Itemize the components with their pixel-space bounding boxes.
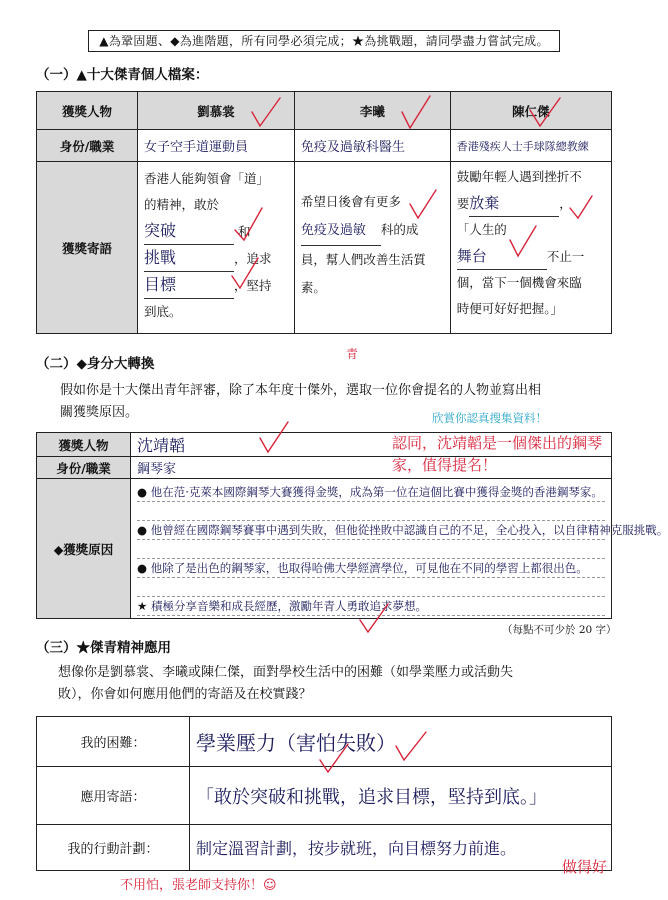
answer-blank[interactable]: 目標 bbox=[144, 272, 234, 299]
nominee-name[interactable]: 沈靖韜 bbox=[131, 433, 612, 457]
action-plan-label: 我的行動計劃： bbox=[37, 825, 190, 871]
role-3: 香港殘疾人士手球隊總教練 bbox=[450, 130, 611, 162]
reason-3[interactable]: ● 他除了是出色的鋼琴家，也取得哈佛大學經濟學位，可見他在不同的學習上都很出色。 bbox=[137, 559, 605, 578]
teacher-comment-3: 不用怕，張老師支持你！☺ bbox=[120, 878, 277, 893]
reason-1[interactable]: ● 他在范‧克萊本國際鋼琴大賽獲得金獎，成為第一位在這個比賽中獲得金獎的香港鋼琴家。 bbox=[137, 483, 605, 502]
praise-stamp: 欣賞你認真搜集資料！ bbox=[432, 411, 547, 425]
length-note: （每點不可少於 20 字） bbox=[502, 624, 617, 636]
header-label: 獲獎人物 bbox=[37, 92, 138, 130]
action-plan-value[interactable]: 制定溫習計劃，按步就班，向目標努力前進。 bbox=[190, 825, 612, 871]
role-label-2: 身份/職業 bbox=[37, 457, 131, 479]
difficulty-label: 我的困難： bbox=[37, 717, 190, 767]
section3-intro: 想像你是劉慕裳、李曦或陳仁傑，面對學校生活中的困難（如學業壓力或活動失 敗），你會如何應用他們的寄語及在校實踐？ bbox=[58, 665, 514, 702]
instructions-notice: ▲為鞏固題、◆為進階題，所有同學必須完成；★為挑戰題，請同學盡力嘗試完成。 bbox=[88, 30, 560, 52]
nominee-role[interactable]: 鋼琴家 bbox=[131, 457, 612, 479]
person-2: 李曦 bbox=[294, 92, 450, 130]
reason-4[interactable]: ★ 積極分享音樂和成長經歷，激勵年青人勇敢追求夢想。 bbox=[137, 597, 605, 616]
section2-title: （二）◆身分大轉換 bbox=[36, 356, 155, 372]
quote-3: 鼓勵年輕人遇到挫折不 要放棄 ， 「人生的 舞台 不止一 個，當下一個機會來臨 時便可好好把握。」 bbox=[450, 162, 611, 334]
role-1: 女子空手道運動員 bbox=[137, 130, 294, 162]
answer-blank[interactable]: 挑戰 bbox=[144, 245, 234, 272]
section2-intro: 假如你是十大傑出青年評審，除了本年度十傑外，選取一位你會提名的人物並寫出相 關獲獎原因。 bbox=[60, 383, 542, 420]
difficulty-value[interactable]: 學業壓力（害怕失敗） bbox=[190, 717, 612, 767]
quote-label: 獲獎寄語 bbox=[37, 162, 138, 334]
reason-label: ◆獲獎原因 bbox=[37, 479, 131, 619]
answer-blank[interactable]: 放棄 bbox=[469, 190, 559, 217]
insert-correction: 青 bbox=[346, 347, 359, 361]
quote-1: 香港人能夠領會「道」 的精神，敢於 突破 和 挑戰 ，追求 目標 ，堅持 到底。 bbox=[137, 162, 294, 334]
person-label: 獲獎人物 bbox=[37, 433, 131, 457]
answer-blank[interactable]: 免疫及過敏 bbox=[301, 217, 381, 246]
quote-apply-label: 應用寄語： bbox=[37, 767, 190, 825]
section1-title: （一）▲十大傑青個人檔案： bbox=[36, 67, 209, 83]
teacher-comment-2: 認同，沈靖韜是一個傑出的鋼琴家，值得提名！ bbox=[392, 434, 603, 474]
person-1: 劉慕裳 bbox=[137, 92, 294, 130]
section3-title: （三）★傑青精神應用 bbox=[36, 640, 171, 656]
quote-2: 希望日後會有更多 免疫及過敏 科的成 員，幫人們改善生活質 素。 bbox=[294, 162, 450, 334]
role-label: 身份/職業 bbox=[37, 130, 138, 162]
answer-blank[interactable]: 舞台 bbox=[457, 243, 547, 270]
person-3: 陳仁傑 bbox=[450, 92, 611, 130]
reason-2[interactable]: ● 他曾經在國際鋼琴賽事中遇到失敗，但他從挫敗中認識自己的不足，全心投入，以自律精神克服挑戰。 bbox=[137, 521, 605, 540]
role-2: 免疫及過敏科醫生 bbox=[294, 130, 450, 162]
grade-remark: 做得好 bbox=[562, 858, 608, 876]
answer-blank[interactable]: 突破 bbox=[144, 218, 234, 245]
quote-apply-value[interactable]: 「敢於突破和挑戰，追求目標，堅持到底。」 bbox=[190, 767, 612, 825]
